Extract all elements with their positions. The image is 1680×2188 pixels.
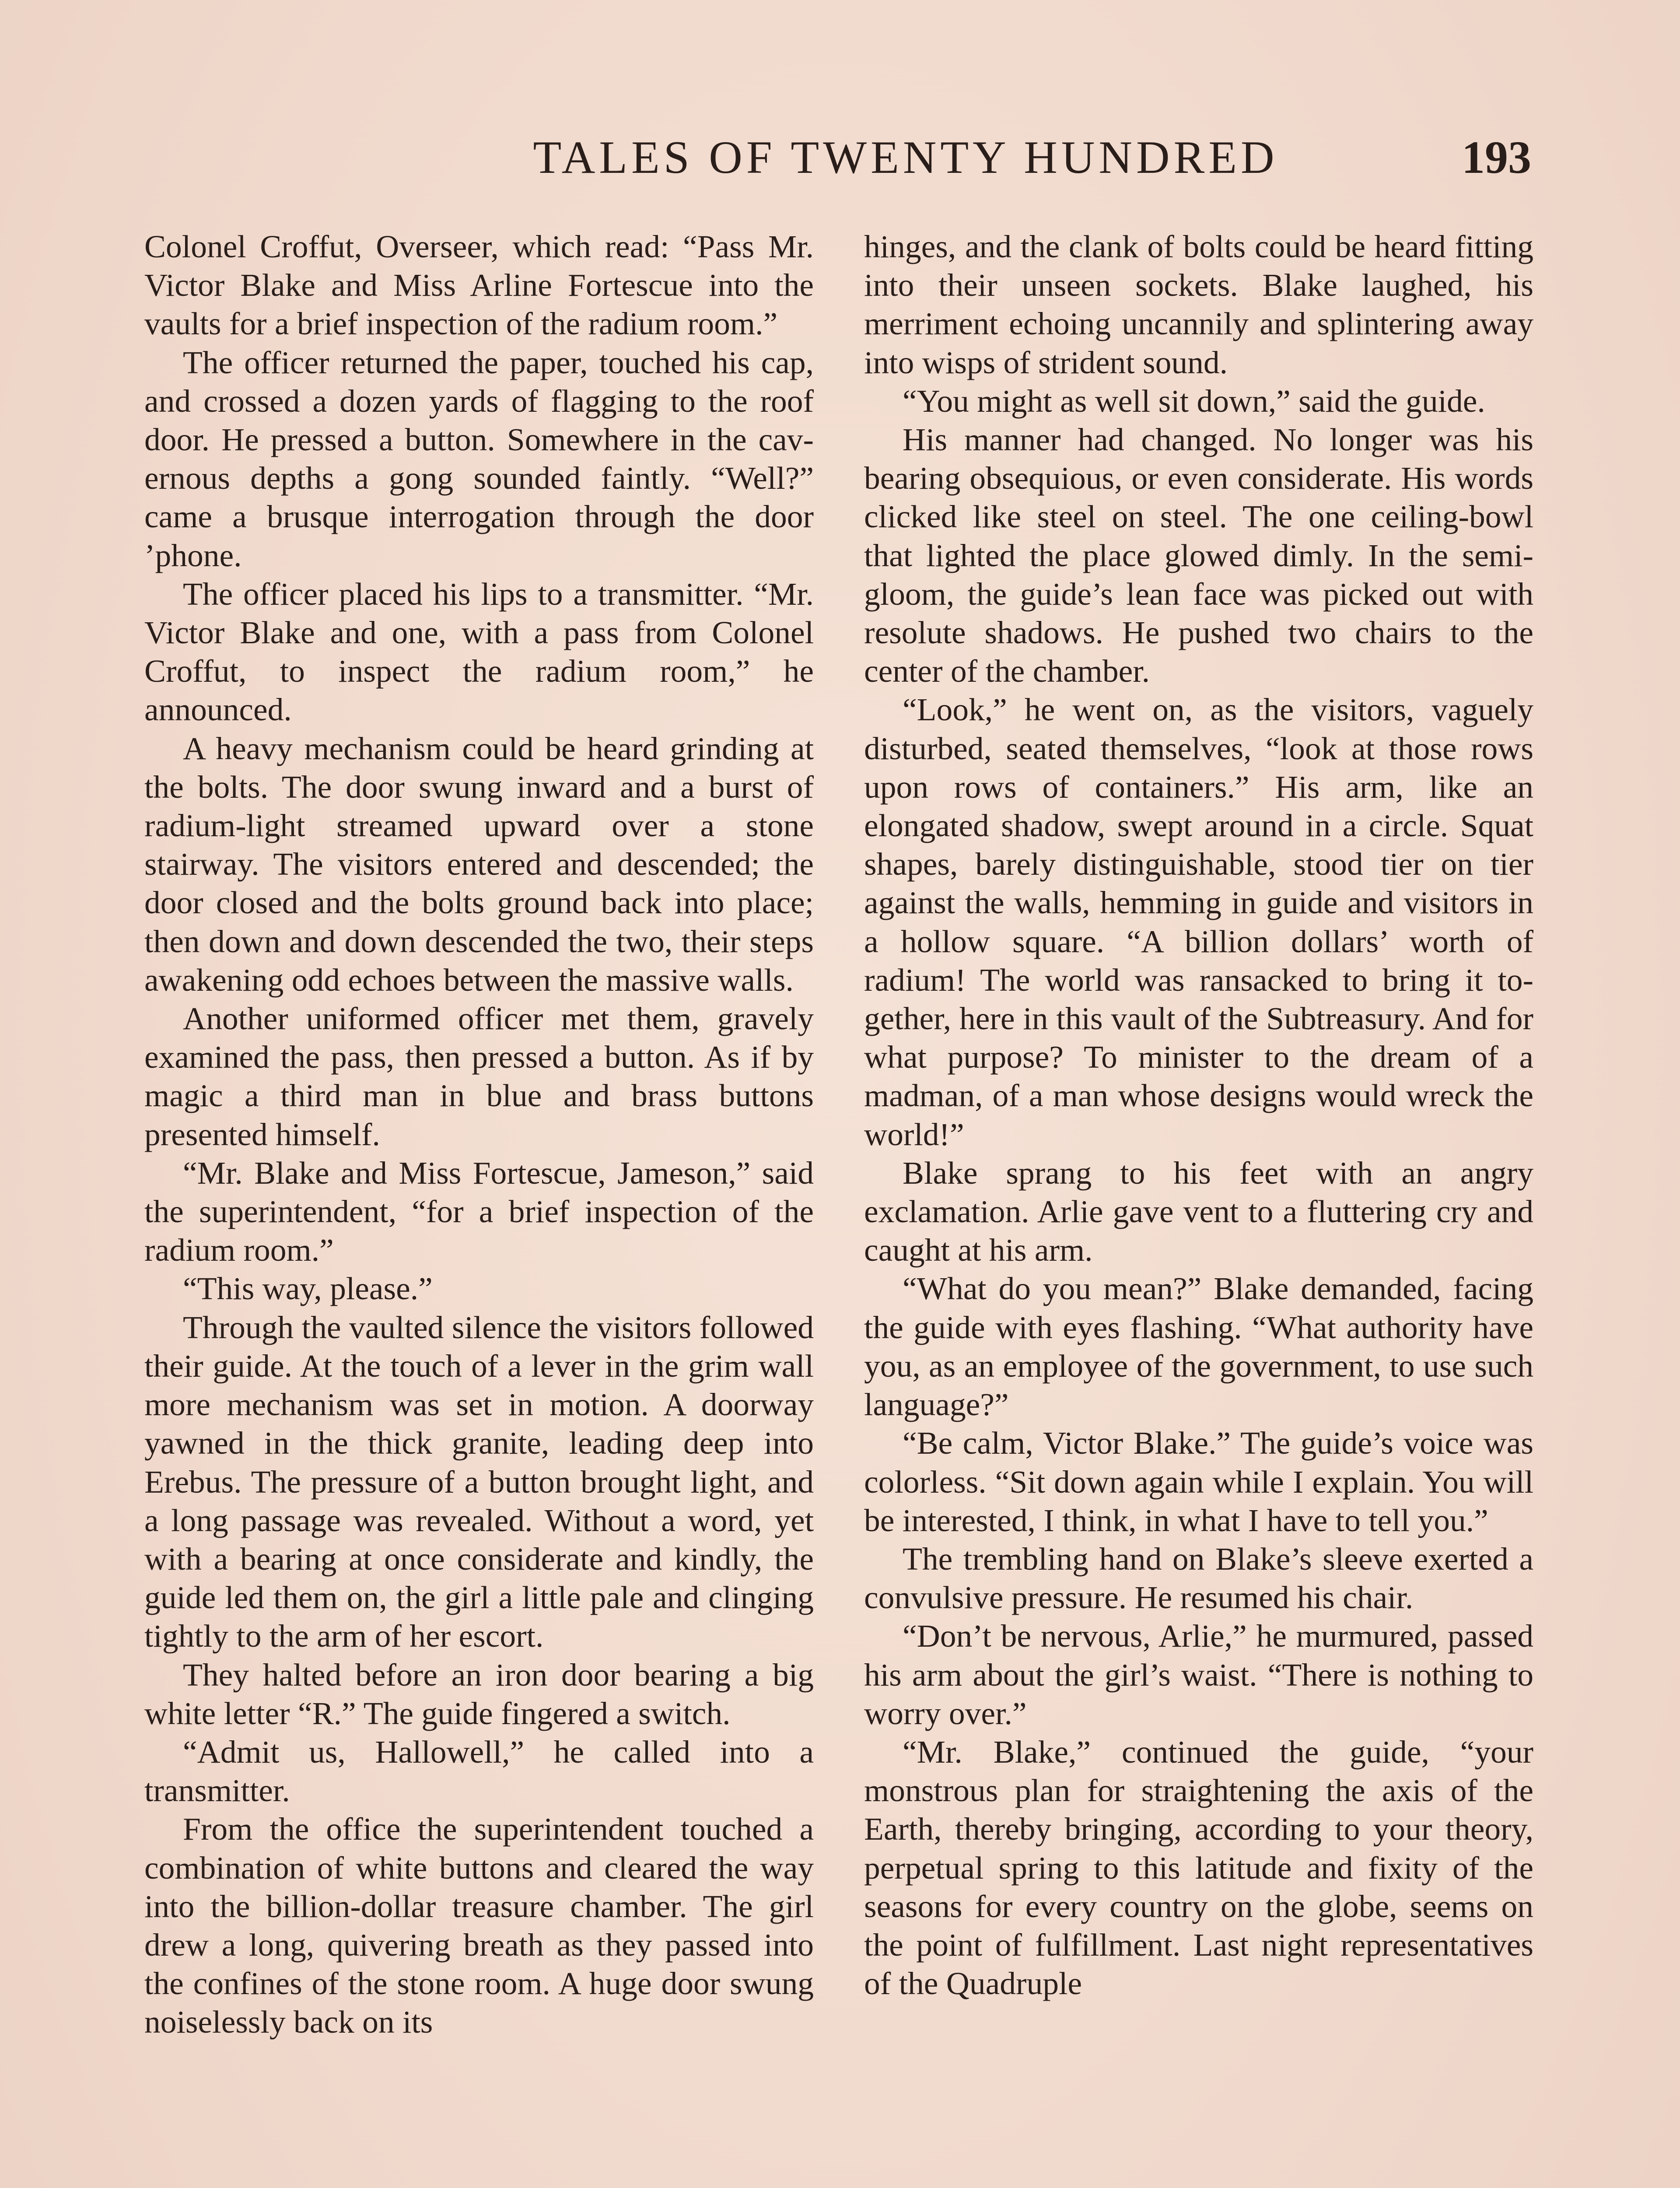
paragraph: A heavy mechanism could be heard grinding at the bolts. The door swung inward and a burst of radium-light streamed upward over a stone stairway. The visitors entered and descended; the door closed and the bolts ground back into place; then down and down descended the two, their steps awakening odd echoes between the massive walls. — [144, 730, 814, 998]
paragraph: The trembling hand on Blake’s sleeve exerted a convulsive pressure. He resumed his chair. — [864, 1541, 1533, 1616]
paragraph: From the office the superintendent touched a combination of white buttons and cleared the way into the billion-dollar treasure chamber. The girl drew a long, quivering breath as they passed into the confines of the stone room. A huge door swung noiselessly back on its — [144, 1811, 814, 2040]
page-number: 193 — [1462, 132, 1531, 183]
right-text-column — [864, 228, 1533, 2188]
paragraph: The officer returned the paper, touched his cap, and crossed a dozen yards of flagging to the roof door. He pressed a button. Somewhere in the cavernous depths a gong sounded faintly. “Well?” came a brusque interrogation through the door ’phone. — [144, 344, 814, 573]
paragraph: “Mr. Blake and Miss Fortescue, Jameson,” said the superintendent, “for a brief inspection of the radium room.” — [144, 1155, 814, 1268]
paragraph: Blake sprang to his feet with an angry exclamation. Arlie gave vent to a fluttering cry and caught at his arm. — [864, 1155, 1533, 1268]
paragraph: “Look,” he went on, as the visitors, vaguely disturbed, seated themselves, “look at those rows upon rows of containers.” His arm, like an elongated shadow, swept around in a circle. Squat shapes, barely distinguishable, stood tier on tier against the walls, hemming in guide and visitors in a hollow square. “A billion dollars’ worth of radium! The world was ransacked to bring it together, here in this vault of the Subtreasury. And for what purpose? To minister to the dream of a madman, of a man whose designs would wreck the world!” — [864, 692, 1533, 1152]
paragraph: “Be calm, Victor Blake.” The guide’s voice was colorless. “Sit down again while I explain. You will be interested, I think, in what I have to tell you.” — [864, 1425, 1533, 1538]
paragraph: hinges, and the clank of bolts could be heard fitting into their unseen sockets. Blake laughed, his merriment echoing uncannily and splintering away into wisps of strident sound. — [864, 229, 1533, 380]
paragraph: “You might as well sit down,” said the guide. — [903, 383, 1485, 419]
paragraph: Another uniformed officer met them, gravely examined the pass, then pressed a button. As if by magic a third man in blue and brass buttons presented himself. — [144, 1001, 814, 1152]
paragraph: “Don’t be nervous, Arlie,” he murmured, passed his arm about the girl’s waist. “There is nothing to worry over.” — [864, 1618, 1533, 1731]
paragraph: “Admit us, Hallowell,” he called into a transmitter. — [144, 1734, 814, 1809]
paragraph: “What do you mean?” Blake demanded, facing the guide with eyes flashing. “What authority have you, as an employee of the government, to use such language?” — [864, 1271, 1533, 1423]
paragraph: Through the vaulted silence the visitors followed their guide. At the touch of a lever in the grim wall more mechanism was set in motion. A doorway yawned in the thick granite, leading deep into Erebus. The pressure of a button brought light, and a long passage was revealed. Without a word, yet with a bearing at once considerate and kindly, the guide led them on, the girl a little pale and clinging tightly to the arm of her escort. — [144, 1309, 814, 1654]
paragraph: “This way, please.” — [183, 1271, 433, 1307]
page-header — [131, 127, 1549, 188]
running-title: TALES OF TWENTY HUNDRED — [533, 132, 1278, 183]
paragraph: His manner had changed. No longer was his bearing obsequious, or even considerate. His words clicked like steel on steel. The one ceiling-bowl that lighted the place glowed dimly. In the semi-gloom, the guide’s lean face was picked out with resolute shadows. He pushed two chairs to the center of the chamber. — [864, 422, 1533, 689]
left-text-column — [144, 228, 814, 2188]
paragraph: Colonel Croffut, Overseer, which read: “Pass Mr. Victor Blake and Miss Arline Fortescue into the vaults for a brief inspection of the radium room.” — [144, 229, 814, 342]
paragraph: The officer placed his lips to a transmitter. “Mr. Victor Blake and one, with a pass from Colonel Croffut, to inspect the radium room,” he announced. — [144, 576, 814, 728]
paragraph: “Mr. Blake,” continued the guide, “your monstrous plan for straightening the axis of the Earth, thereby bringing, according to your theory, perpetual spring to this latitude and fixity of the seasons for every country on the globe, seems on the point of fulfillment. Last night representatives of the Quadruple — [864, 1734, 1533, 2002]
paragraph: They halted before an iron door bearing a big white letter “R.” The guide fingered a switch. — [144, 1657, 814, 1731]
